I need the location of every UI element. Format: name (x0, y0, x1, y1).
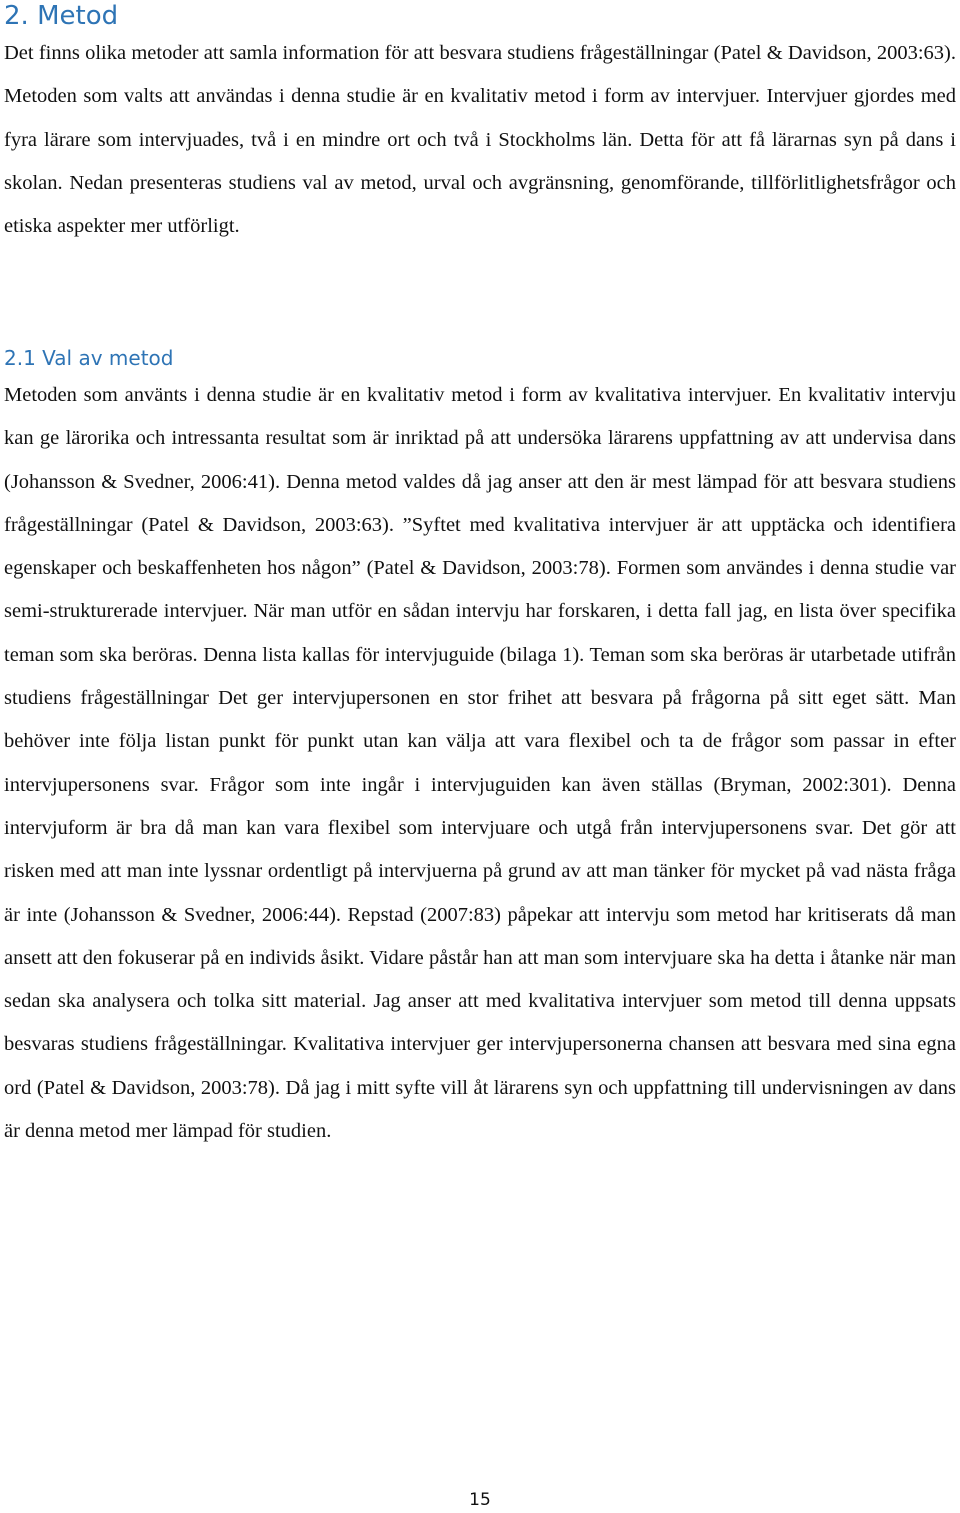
method-paragraph: Metoden som använts i denna studie är en kvalitativ metod i form av kvalitativa intervjuer. En kvalitativ intervju kan ge lärorika och intressanta resultat som är inriktad på att undersöka lärarens uppfattning av att undervisa dans (Johansson & Svedner, 2006:41). Denna metod valdes då jag anser att den är mest lämpad för att besvara studiens frågeställningar (Patel & Davidson, 2003:63). ”Syftet med kvalitativa intervjuer är att upptäcka och identifiera egenskaper och beskaffenheten hos någon” (Patel & Davidson, 2003:78). Formen som användes i denna studie var semi-strukturerade intervjuer. När man utför en sådan intervju har forskaren, i detta fall jag, en lista över specifika teman som ska beröras. Denna lista kallas för intervjuguide (bilaga 1). Teman som ska beröras är utarbetade utifrån studiens frågeställningar Det ger intervjupersonen en stor frihet att besvara på frågorna på sitt eget sätt. Man behöver inte följa listan punkt för punkt utan kan välja att vara flexibel och ta de frågor som passar in efter intervjupersonens svar. Frågor som inte ingår i intervjuguiden kan även ställas (Bryman, 2002:301). Denna intervjuform är bra då man kan vara flexibel som intervjuare och utgå från intervjupersonens svar. Det gör att risken med att man inte lyssnar ordentligt på intervjuerna på grund av att man tänker för mycket på vad nästa fråga är inte (Johansson & Svedner, 2006:44). Repstad (2007:83) påpekar att intervju som metod har kritiserats då man ansett att den fokuserar på en individs åsikt. Vidare påstår han att man som intervjuare ska ha detta i åtanke när man sedan ska analysera och tolka sitt material. Jag anser att med kvalitativa intervjuer som metod till denna uppsats besvaras studiens frågeställningar. Kvalitativa intervjuer ger intervjupersonerna chansen att besvara med sina egna ord (Patel & Davidson, 2003:78). Då jag i mitt syfte vill åt lärarens syn och uppfattning till undervisningen av dans är denna metod mer lämpad för studien. (4, 384, 956, 1143)
section-heading: 2. Metod (4, 1, 119, 31)
subsection-heading: 2.1 Val av metod (4, 346, 174, 370)
page-number: 15 (469, 1490, 491, 1510)
intro-paragraph: Det finns olika metoder att samla information för att besvara studiens frågeställningar (Patel & Davidson, 2003:63). Metoden som valts att användas i denna studie är en kvalitativ metod i form av intervjuer. Intervjuer gjordes med fyra lärare som intervjuades, två i en mindre ort och två i Stockholms län. Detta för att få lärarnas syn på dans i skolan. Nedan presenteras studiens val av metod, urval och avgränsning, genomförande, tillförlitlighetsfrågor och etiska aspekter mer utförligt. (4, 42, 956, 238)
